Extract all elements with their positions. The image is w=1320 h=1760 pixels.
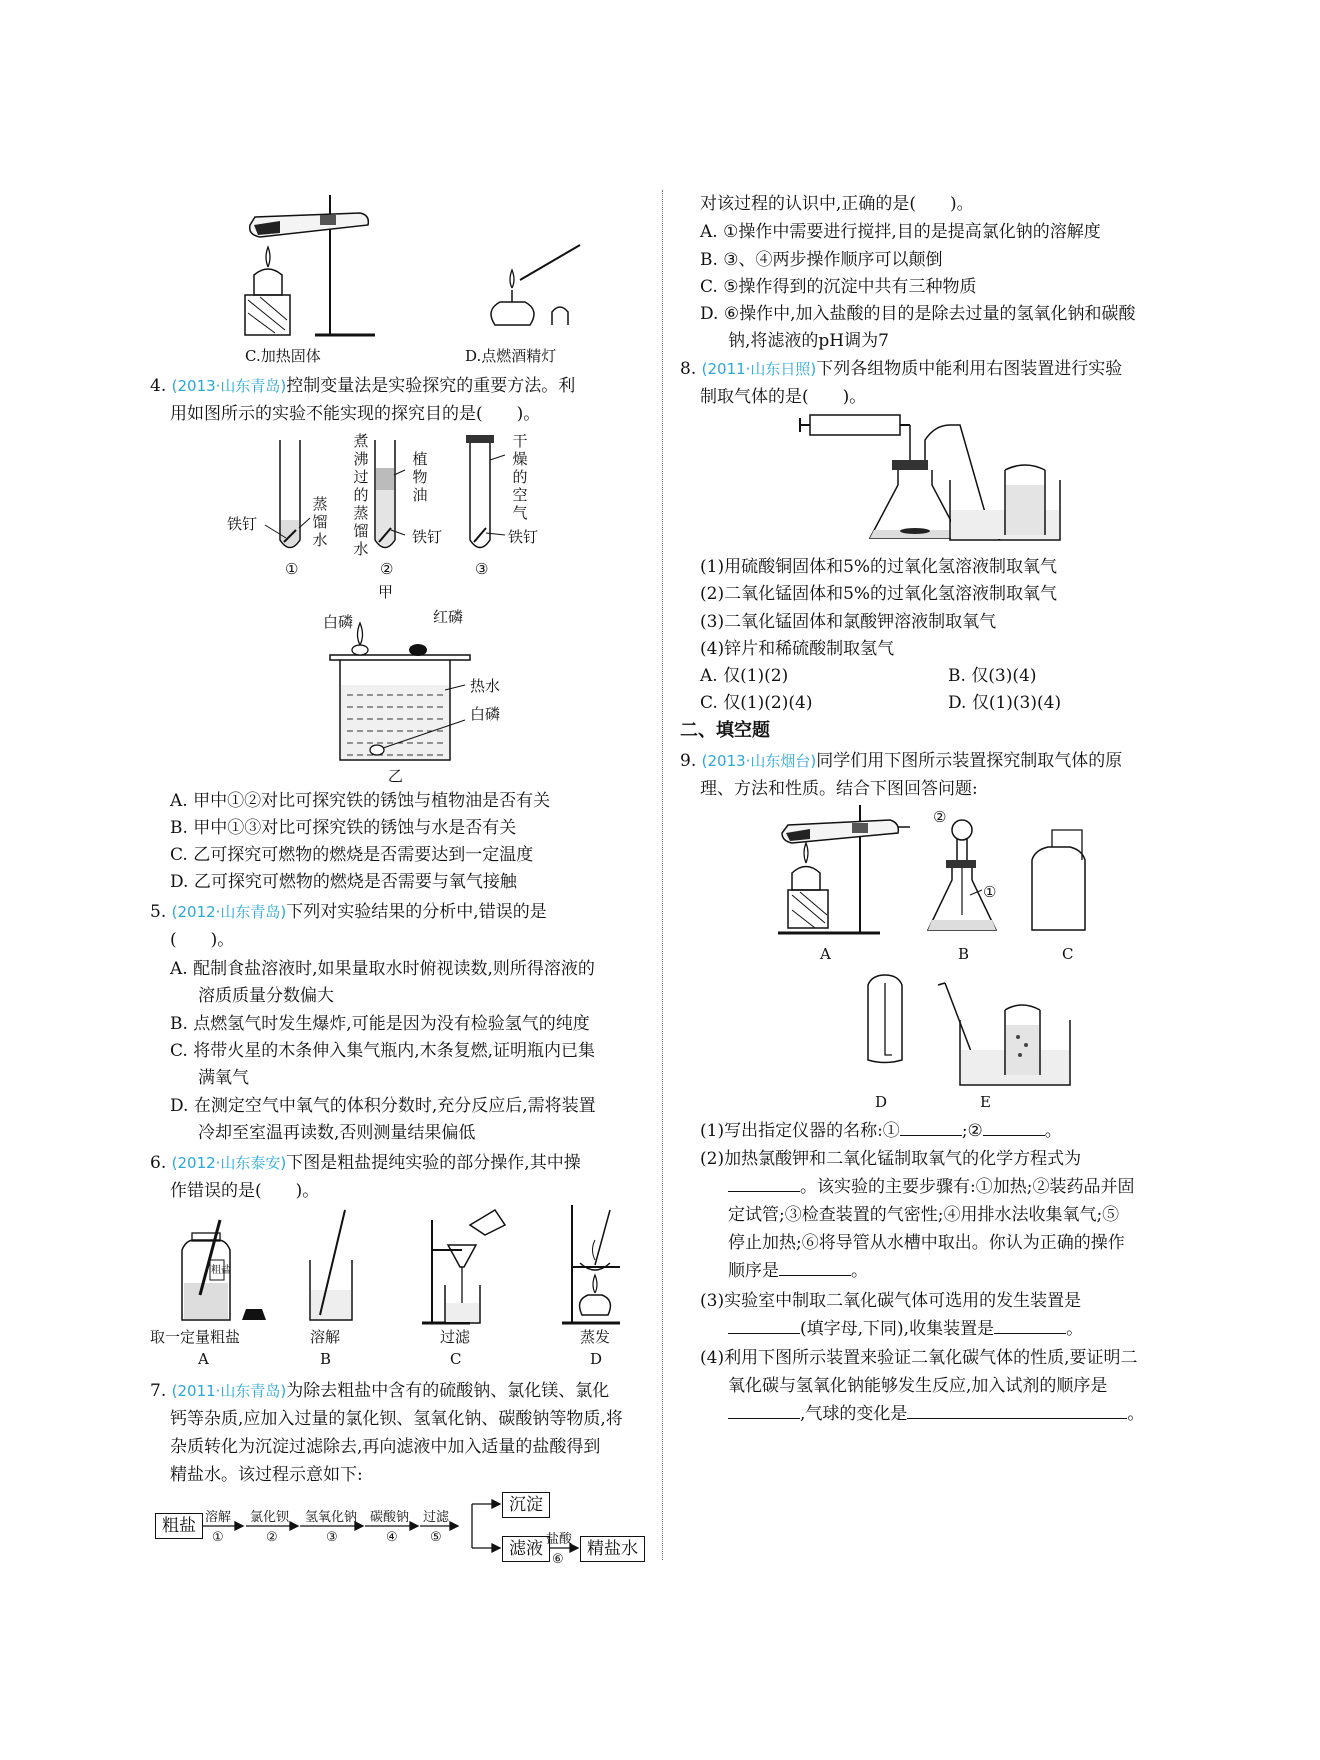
salt-ops-figure <box>170 1205 640 1325</box>
blank-3[interactable] <box>728 1177 800 1192</box>
q9-part2-l2: 。该实验的主要步骤有:①加热;②装药品并固 <box>728 1176 1134 1198</box>
blank-8[interactable] <box>907 1404 1127 1419</box>
q8-opt-a: A. 仅(1)(2) <box>700 666 789 686</box>
syringe-flask-figure <box>800 410 1100 550</box>
q5-line2: ( )。 <box>170 930 235 950</box>
label-c: C <box>1062 945 1074 963</box>
rust-tubes-figure <box>250 430 550 570</box>
flow-n4: ④ <box>386 1530 398 1545</box>
label-b: B <box>958 945 970 963</box>
q6-a-label: 取一定量粗盐 <box>150 1328 241 1346</box>
flow-filtrate-box: 滤液 <box>502 1536 550 1562</box>
t1-water: 蒸馏水 <box>312 495 328 549</box>
q8-line1: 8. (2011·山东日照)下列各组物质中能利用右图装置进行实验 <box>680 359 1123 379</box>
q4-option-a: A. 甲中①②对比可探究铁的锈蚀与植物油是否有关 <box>170 791 551 811</box>
bottle-label: 粗盐 <box>211 1265 231 1276</box>
q7-option-a: A. ①操作中需要进行搅拌,目的是提高氯化钠的溶解度 <box>700 222 1101 242</box>
q8-opt-d: D. 仅(1)(3)(4) <box>948 693 1062 713</box>
q7-option-d: D. ⑥操作中,加入盐酸的目的是除去过量的氢氧化钠和碳酸 <box>700 304 1136 324</box>
q8-opt-b: B. 仅(3)(4) <box>948 666 1037 686</box>
q4-line2: 用如图所示的实验不能实现的探究目的是( )。 <box>170 404 541 424</box>
q6-source: (2012·山东泰安) <box>171 1154 287 1172</box>
q5-option-d2: 冷却至室温再读数,否则测量结果偏低 <box>198 1123 476 1143</box>
flow-s3: 氢氧化钠 <box>305 1510 358 1525</box>
q7-option-d2: 钠,将滤液的pH调为7 <box>728 331 889 351</box>
flow-n3: ③ <box>326 1530 338 1545</box>
flow-n2: ② <box>266 1530 278 1545</box>
q7-cont: 对该过程的认识中,正确的是( )。 <box>700 194 974 214</box>
flow-end-box: 精盐水 <box>580 1536 645 1562</box>
q9-part3-l1: (3)实验室中制取二氧化碳气体可选用的发生装置是 <box>700 1291 1082 1311</box>
t3-nail: 铁钉 <box>508 528 539 546</box>
q5-option-a: A. 配制食盐溶液时,如果量取水时俯视读数,则所得溶液的 <box>170 959 595 979</box>
q9-part4-l3: ,气球的变化是 。 <box>728 1403 1144 1425</box>
fig-yi: 乙 <box>388 767 404 785</box>
t1-num: ① <box>285 560 299 578</box>
fig-jia: 甲 <box>378 583 394 601</box>
q9-part2-l3: 定试管;③检查装置的气密性;④用排水法收集氧气;⑤ <box>728 1205 1120 1225</box>
q7-line1: 7. (2011·山东青岛)为除去粗盐中含有的硫酸钠、氯化镁、氯化 <box>150 1381 610 1401</box>
q6-c: C <box>450 1350 462 1368</box>
t2-water: 煮沸过的蒸馏水 <box>353 432 369 558</box>
q7-option-b: B. ③、④两步操作顺序可以颠倒 <box>700 250 943 270</box>
q8-item-4: (4)锌片和稀硫酸制取氢气 <box>700 639 895 659</box>
q8-item-1: (1)用硫酸铜固体和5%的过氧化氢溶液制取氧气 <box>700 557 1058 577</box>
t3-num: ③ <box>475 560 489 578</box>
q6-line1: 6. (2012·山东泰安)下图是粗盐提纯实验的部分操作,其中操 <box>150 1153 581 1173</box>
q8-opt-c: C. 仅(1)(2)(4) <box>700 693 813 713</box>
flow-s6: 盐酸 <box>546 1532 573 1547</box>
q9-part2-l4: 停止加热;⑥将导管从水槽中取出。你认为正确的操作 <box>728 1233 1125 1253</box>
q7-option-c: C. ⑤操作得到的沉淀中共有三种物质 <box>700 277 977 297</box>
q5-option-d: D. 在测定空气中氧气的体积分数时,充分反应后,需将装置 <box>170 1096 596 1116</box>
q4-option-b: B. 甲中①③对比可探究铁的锈蚀与水是否有关 <box>170 818 517 838</box>
q8-item-3: (3)二氧化锰固体和氯酸钾溶液制取氧气 <box>700 612 997 632</box>
t2-oil: 植物油 <box>412 450 428 504</box>
label-e: E <box>980 1093 991 1111</box>
q9-part1: (1)写出指定仪器的名称:① ;② 。 <box>700 1121 1062 1141</box>
heat-solid-figure <box>240 195 400 340</box>
q7-source: (2011·山东青岛) <box>171 1382 287 1400</box>
q6-a: A <box>198 1350 209 1368</box>
flow-precip-box: 沉淀 <box>502 1492 550 1518</box>
t3-air: 干燥的空气 <box>512 432 528 522</box>
blank-4[interactable] <box>779 1261 851 1276</box>
q5-option-b: B. 点燃氢气时发生爆炸,可能是因为没有检验氢气的纯度 <box>170 1014 590 1034</box>
column-divider <box>662 190 663 1560</box>
white-p-top: 白磷 <box>323 613 354 631</box>
flow-s2: 氯化钡 <box>250 1510 290 1525</box>
hot-water: 热水 <box>470 677 501 695</box>
mark-2: ② <box>933 808 947 826</box>
q6-b-label: 溶解 <box>310 1328 341 1346</box>
q8-item-2: (2)二氧化锰固体和5%的过氧化氢溶液制取氧气 <box>700 584 1058 604</box>
q9-line1: 9. (2013·山东烟台)同学们用下图所示装置探究制取气体的原 <box>680 751 1123 771</box>
q9-part4-l2: 氧化碳与氢氧化钠能够发生反应,加入试剂的顺序是 <box>728 1376 1108 1396</box>
t2-nail: 铁钉 <box>412 528 443 546</box>
q5-option-a2: 溶质质量分数偏大 <box>198 986 334 1006</box>
fig-d-label: D.点燃酒精灯 <box>465 347 557 365</box>
flow-n6: ⑥ <box>552 1552 564 1567</box>
q6-b: B <box>320 1350 332 1368</box>
flow-n1: ① <box>212 1530 224 1545</box>
flow-start-box: 粗盐 <box>155 1513 203 1539</box>
light-lamp-figure <box>480 240 620 340</box>
q4-line1: 4. (2013·山东青岛)控制变量法是实验探究的重要方法。利 <box>150 376 576 396</box>
blank-7[interactable] <box>728 1404 800 1419</box>
q5-option-c2: 满氧气 <box>198 1068 249 1088</box>
q4-source: (2013·山东青岛) <box>171 377 287 395</box>
q8-line2: 制取气体的是( )。 <box>700 387 867 407</box>
q9-line2: 理、方法和性质。结合下图回答问题: <box>700 779 978 799</box>
q6-d-label: 蒸发 <box>580 1328 611 1346</box>
t2-num: ② <box>380 560 394 578</box>
q8-source: (2011·山东日照) <box>701 360 817 378</box>
q5-source: (2012·山东青岛) <box>171 903 287 921</box>
flow-s1: 溶解 <box>205 1510 232 1525</box>
blank-2[interactable] <box>983 1121 1045 1136</box>
flow-s5: 过滤 <box>423 1510 450 1525</box>
q6-d: D <box>590 1350 603 1368</box>
blank-6[interactable] <box>994 1319 1066 1334</box>
fig-c-label: C.加热固体 <box>245 347 321 365</box>
t1-nail: 铁钉 <box>227 515 258 533</box>
blank-1[interactable] <box>900 1121 962 1136</box>
red-p: 红磷 <box>433 608 464 626</box>
flow-n5: ⑤ <box>430 1530 442 1545</box>
white-p-bottom: 白磷 <box>470 705 501 723</box>
mark-1: ① <box>983 883 997 901</box>
q7-line4: 精盐水。该过程示意如下: <box>170 1465 363 1485</box>
q9-part4-l1: (4)利用下图所示装置来验证二氧化碳气体的性质,要证明二 <box>700 1348 1138 1368</box>
q6-c-label: 过滤 <box>440 1328 471 1346</box>
q6-line2: 作错误的是( )。 <box>170 1181 320 1201</box>
q9-source: (2013·山东烟台) <box>701 752 817 770</box>
label-a: A <box>820 945 831 963</box>
q7-line2: 钙等杂质,应加入过量的氯化钡、氢氧化钠、碳酸钠等物质,将 <box>170 1409 623 1429</box>
blank-5[interactable] <box>728 1319 800 1334</box>
q5-option-c: C. 将带火星的木条伸入集气瓶内,木条复燃,证明瓶内已集 <box>170 1041 596 1061</box>
q9-part3-l2: (填字母,下同),收集装置是 。 <box>728 1318 1083 1340</box>
label-d: D <box>875 1093 888 1111</box>
q4-option-d: D. 乙可探究可燃物的燃烧是否需要与氧气接触 <box>170 872 517 892</box>
section-heading: 二、填空题 <box>680 720 770 741</box>
flow-s4: 碳酸钠 <box>370 1510 410 1525</box>
q4-option-c: C. 乙可探究可燃物的燃烧是否需要达到一定温度 <box>170 845 534 865</box>
q9-part2-l5: 顺序是 。 <box>728 1261 868 1281</box>
q9-part2-l1: (2)加热氯酸钾和二氧化锰制取氧气的化学方程式为 <box>700 1149 1082 1169</box>
flow-arrows <box>150 1490 650 1560</box>
q7-line3: 杂质转化为沉淀过滤除去,再向滤液中加入适量的盐酸得到 <box>170 1437 601 1457</box>
q5-line1: 5. (2012·山东青岛)下列对实验结果的分析中,错误的是 <box>150 902 547 922</box>
